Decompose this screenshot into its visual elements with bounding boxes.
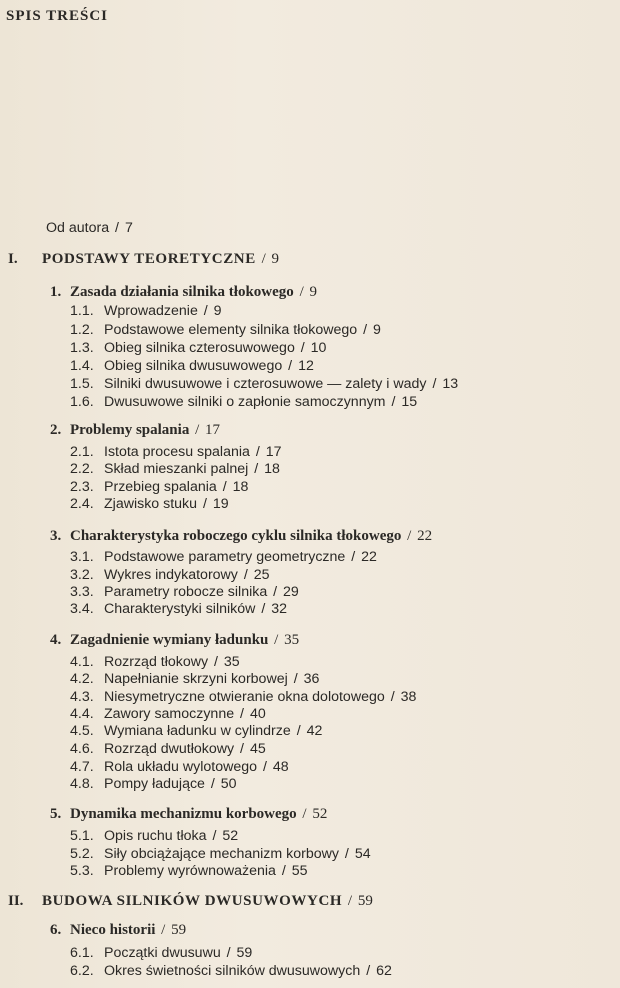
toc-entry-title: Charakterystyki silników	[104, 601, 256, 617]
toc-entry-page: 45	[249, 741, 266, 757]
toc-entry-separator: /	[296, 340, 309, 356]
toc-entry-page: 17	[265, 444, 282, 460]
toc-entry-separator: /	[257, 251, 270, 267]
toc-entry-title: Skład mieszanki palnej	[104, 461, 249, 477]
toc-entry-separator: /	[362, 963, 375, 979]
toc-entry-section	[70, 776, 237, 792]
toc-entry-title: Napełnianie skrzyni korbowej	[104, 671, 288, 687]
toc-entry-page: 59	[236, 945, 253, 961]
toc-entry-section	[70, 376, 458, 392]
toc-heading: SPIS TREŚCI	[6, 8, 109, 24]
toc-entry-title: Problemy wyrównoważenia	[104, 863, 276, 879]
toc-entry-title: Podstawowe elementy silnika tłokowego	[104, 322, 358, 338]
toc-entry-page: 17	[205, 422, 220, 438]
toc-entry-title: PODSTAWY TEORETYCZNE	[42, 251, 256, 267]
toc-entry-separator: /	[386, 689, 399, 705]
toc-entry-section	[70, 963, 392, 979]
toc-entry-section	[70, 394, 417, 410]
toc-entry-page: 9	[213, 303, 222, 319]
toc-entry-number: 2.	[50, 422, 62, 438]
toc-entry-chapter	[50, 422, 220, 438]
toc-entry-title: Nieco historii	[70, 922, 156, 938]
toc-entry-section	[70, 444, 282, 460]
toc-entry-title: Niesymetryczne otwieranie okna dolotowego	[104, 689, 385, 705]
toc-entry-title: Obieg silnika dwusuwowego	[104, 358, 283, 374]
toc-entry-separator: /	[359, 322, 371, 338]
toc-entry-separator: /	[387, 394, 400, 410]
toc-entry-number: 4.8.	[70, 776, 94, 792]
toc-entry-section	[70, 741, 266, 757]
toc-entry-title: Przebieg spalania	[104, 479, 217, 495]
toc-entry-page: 32	[271, 601, 287, 617]
toc-entry-number: 5.3.	[70, 863, 94, 879]
toc-entry-page: 9	[372, 322, 381, 338]
toc-entry-number: 1.6.	[70, 394, 94, 410]
toc-entry-separator: /	[191, 422, 203, 438]
toc-entry-number: 4.4.	[70, 706, 94, 722]
toc-entry-number: 2.4.	[70, 496, 94, 512]
toc-entry-title: Podstawowe parametry geometryczne	[104, 549, 346, 565]
toc-entry-separator: /	[199, 496, 211, 512]
toc-entry-title: Pompy ładujące	[104, 776, 205, 792]
toc-entry-page: 62	[376, 963, 392, 979]
toc-entry-page: 18	[232, 479, 249, 495]
toc-entry-page: 40	[249, 706, 266, 722]
toc-entry-title: Rozrząd dwutłokowy	[104, 741, 235, 757]
toc-entry-part	[8, 251, 279, 267]
toc-entry-title: Zasada działania silnika tłokowego	[70, 284, 294, 300]
toc-entry-separator: /	[269, 584, 282, 600]
toc-entry-separator: /	[251, 444, 264, 460]
toc-entry-title: Problemy spalania	[70, 422, 190, 438]
toc-entry-page: 19	[212, 496, 229, 512]
toc-entry-section	[70, 759, 289, 775]
toc-entry-number: 2.2.	[70, 461, 94, 477]
toc-entry-section	[70, 601, 287, 617]
toc-entry-page: 15	[401, 394, 418, 410]
toc-entry-page: 22	[361, 549, 377, 565]
toc-entry-section	[70, 706, 266, 722]
toc-entry-number: 2.3.	[70, 479, 94, 495]
toc-entry-number: 1.3.	[70, 340, 94, 356]
toc-entry-title: Opis ruchu tłoka	[104, 828, 207, 844]
toc-entry-title: Siły obciążające mechanizm korbowy	[104, 846, 339, 862]
toc-entry-number: 6.1.	[70, 945, 94, 961]
toc-entry-separator: /	[210, 654, 222, 670]
toc-entry-page: 48	[272, 759, 289, 775]
toc-entry-title: Silniki dwusuwowe i czterosuwowe — zalety i wady	[104, 376, 427, 392]
toc-entry-number: 4.1.	[70, 654, 94, 670]
toc-entry-number: 3.4.	[70, 601, 94, 617]
toc-entry-part	[8, 893, 373, 909]
toc-entry-number: 4.2.	[70, 671, 94, 687]
toc-entry-separator: /	[206, 776, 219, 792]
toc-entry-number: 6.	[50, 922, 62, 938]
toc-entry-section	[70, 945, 252, 961]
toc-entry-separator: /	[199, 303, 212, 319]
toc-entry-section	[70, 846, 371, 862]
toc-entry-section	[70, 340, 326, 356]
toc-entry-title: Dynamika mechanizmu korbowego	[70, 806, 297, 822]
toc-entry-separator: /	[259, 759, 271, 775]
toc-entry-page: 52	[312, 806, 328, 822]
toc-entry-separator: /	[257, 601, 270, 617]
toc-entry-page: 59	[357, 893, 373, 909]
toc-entry-title: Obieg silnika czterosuwowego	[104, 340, 295, 356]
toc-entry-separator: /	[298, 806, 311, 822]
toc-entry-number: 4.3.	[70, 689, 94, 705]
toc-entry-number: 3.3.	[70, 584, 94, 600]
toc-entry-number: 3.	[50, 528, 62, 544]
toc-entry-title: Rozrząd tłokowy	[104, 654, 209, 670]
toc-entry-number: I.	[8, 251, 18, 267]
toc-entry-section	[70, 303, 222, 319]
toc-entry-section	[70, 654, 240, 670]
toc-entry-title: Wykres indykatorowy	[104, 567, 238, 583]
toc-entry-separator: /	[250, 461, 263, 477]
toc-entry-separator: /	[403, 528, 416, 544]
toc-entry-page: 35	[223, 654, 240, 670]
toc-entry-section	[70, 358, 314, 374]
toc-entry-title: Wprowadzenie	[104, 303, 198, 319]
toc-entry-page: 42	[306, 723, 323, 739]
toc-entry-number: 3.1.	[70, 549, 94, 565]
toc-entry-section	[70, 479, 248, 495]
toc-entry-title: Istota procesu spalania	[104, 444, 250, 460]
toc-entry-page: 29	[283, 584, 299, 600]
toc-entry-title: BUDOWA SILNIKÓW DWUSUWOWYCH	[42, 893, 343, 909]
toc-entry-separator: /	[340, 846, 353, 862]
toc-entry-title: Dwusuwowe silniki o zapłonie samoczynnym	[104, 394, 386, 410]
toc-entry-separator: /	[284, 358, 297, 374]
toc-entry-section	[70, 549, 377, 565]
toc-entry-number: 4.7.	[70, 759, 94, 775]
toc-entry-separator: /	[236, 741, 248, 757]
toc-entry-page: 12	[298, 358, 314, 374]
toc-entry-page: 22	[417, 528, 433, 544]
toc-entry-number: II.	[8, 893, 24, 909]
toc-entry-number: 3.2.	[70, 567, 94, 583]
toc-entry-separator: /	[428, 376, 441, 392]
toc-entry-title: Od autora	[46, 220, 110, 236]
toc-entry-separator: /	[111, 220, 123, 236]
toc-entry-separator: /	[208, 828, 221, 844]
toc-entry-page: 50	[220, 776, 237, 792]
toc-entry-page: 10	[310, 340, 327, 356]
toc-entry-chapter	[50, 806, 327, 822]
toc-entry-page: 59	[171, 922, 187, 938]
toc-entry-number: 1.2.	[70, 322, 94, 338]
toc-entry-chapter	[50, 922, 186, 938]
toc-entry-section	[70, 584, 299, 600]
toc-entry-separator: /	[295, 284, 308, 300]
toc-entry-number: 5.	[50, 806, 62, 822]
toc-entry-title: Okres świetności silników dwusuwowych	[104, 963, 361, 979]
toc-entry-separator: /	[236, 706, 248, 722]
toc-entry-section	[70, 496, 229, 512]
toc-entry-page: 7	[124, 220, 133, 236]
toc-entry-number: 1.	[50, 284, 62, 300]
toc-entry-title: Charakterystyka roboczego cyklu silnika tłokowego	[70, 528, 402, 544]
toc-entry-title: Początki dwusuwu	[104, 945, 221, 961]
toc-entry-title: Wymiana ładunku w cylindrze	[104, 723, 291, 739]
toc-entry-preface	[46, 220, 133, 236]
toc-entry-title: Zjawisko stuku	[104, 496, 198, 512]
toc-entry-page: 18	[264, 461, 280, 477]
toc-entry-page: 54	[354, 846, 371, 862]
toc-entry-section	[70, 863, 308, 879]
toc-entry-page: 36	[303, 671, 320, 687]
toc-entry-separator: /	[292, 723, 305, 739]
toc-entry-title: Zawory samoczynne	[104, 706, 235, 722]
toc-entry-section	[70, 322, 381, 338]
toc-entry-page: 55	[291, 863, 308, 879]
toc-entry-separator: /	[157, 922, 170, 938]
toc-entry-number: 6.2.	[70, 963, 94, 979]
toc-entry-separator: /	[270, 632, 283, 648]
toc-entry-number: 1.5.	[70, 376, 94, 392]
toc-entry-number: 4.6.	[70, 741, 94, 757]
toc-entry-separator: /	[239, 567, 252, 583]
toc-entry-separator: /	[344, 893, 356, 909]
toc-entry-page: 52	[222, 828, 239, 844]
toc-entry-number: 4.	[50, 632, 62, 648]
toc-entry-page: 13	[442, 376, 459, 392]
toc-entry-section	[70, 723, 322, 739]
toc-entry-section	[70, 689, 416, 705]
toc-entry-number: 2.1.	[70, 444, 94, 460]
toc-entry-page: 9	[309, 284, 317, 300]
toc-entry-page: 35	[284, 632, 300, 648]
toc-entry-number: 5.1.	[70, 828, 94, 844]
toc-entry-separator: /	[222, 945, 235, 961]
toc-entry-section	[70, 671, 319, 687]
toc-entry-number: 4.5.	[70, 723, 94, 739]
toc-entry-separator: /	[289, 671, 302, 687]
toc-entry-chapter	[50, 528, 432, 544]
toc-entry-page: 25	[253, 567, 270, 583]
toc-entry-separator: /	[218, 479, 231, 495]
toc-entry-chapter	[50, 632, 299, 648]
toc-entry-number: 5.2.	[70, 846, 94, 862]
toc-entry-separator: /	[347, 549, 360, 565]
toc-entry-page: 38	[400, 689, 417, 705]
toc-entry-page: 9	[271, 251, 280, 267]
toc-entry-title: Parametry robocze silnika	[104, 584, 268, 600]
toc-entry-number: 1.4.	[70, 358, 94, 374]
toc-entry-number: 1.1.	[70, 303, 94, 319]
toc-entry-section	[70, 828, 238, 844]
toc-entry-separator: /	[277, 863, 290, 879]
toc-entry-chapter	[50, 284, 317, 300]
toc-entry-section	[70, 461, 280, 477]
toc-entry-section	[70, 567, 270, 583]
toc-entry-title: Rola układu wylotowego	[104, 759, 258, 775]
toc-entry-title: Zagadnienie wymiany ładunku	[70, 632, 269, 648]
